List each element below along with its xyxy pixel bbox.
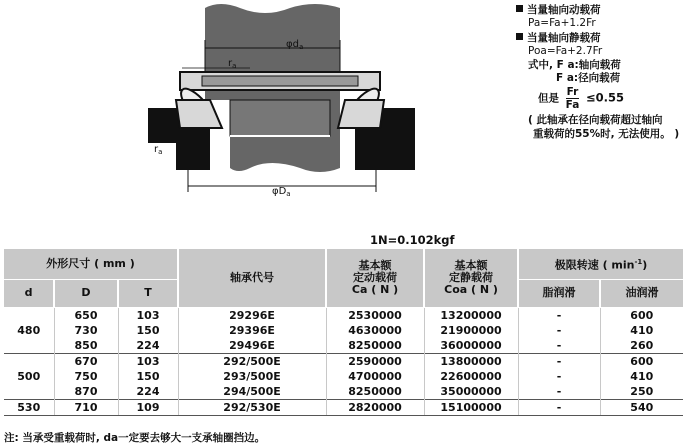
cell-grease: - (518, 338, 600, 354)
where-axial: 式中, F a:轴向载荷 (528, 59, 621, 71)
table-row (4, 399, 683, 415)
cell-coa: 21900000 (424, 323, 518, 338)
static-load-title: 当量轴向静载荷 (516, 32, 601, 45)
static-load-formula: Poa=Fa+2.7Fr (528, 45, 603, 57)
cell-oil: 410 (600, 323, 683, 338)
cell-grease: - (518, 399, 600, 415)
header-d: d (4, 279, 54, 307)
header-bearing-code: 轴承代号 (178, 249, 326, 307)
cell-coa: 36000000 (424, 338, 518, 354)
table-row (4, 307, 683, 323)
cell-code: 292/500E (178, 353, 326, 369)
table-row (4, 338, 683, 354)
cell-d: 870 (54, 384, 118, 400)
cell-ca: 8250000 (326, 338, 424, 354)
dynamic-load-formula: Pa=Fa+1.2Fr (528, 17, 596, 29)
where-radial: F a:径向载荷 (556, 72, 621, 84)
cell-code: 294/500E (178, 384, 326, 400)
cell-grease: - (518, 323, 600, 338)
bullet-square-icon (516, 5, 523, 12)
label-ra-side: $r_a$ (154, 144, 163, 156)
cell-ca: 2530000 (326, 307, 424, 323)
cell-d: 650 (54, 307, 118, 323)
cell-code: 293/500E (178, 369, 326, 384)
bullet-square-icon (516, 33, 523, 40)
fraction-numerator: Fr (566, 86, 579, 98)
remark-line-2: 重载荷的55%时, 无法使用。 ) (533, 128, 680, 140)
cell-oil: 540 (600, 399, 683, 415)
table-row (4, 353, 683, 369)
cell-coa: 15100000 (424, 399, 518, 415)
cell-ca: 2590000 (326, 353, 424, 369)
cell-oil: 410 (600, 369, 683, 384)
cell-t: 150 (118, 323, 178, 338)
cell-t: 224 (118, 384, 178, 400)
cell-t: 224 (118, 338, 178, 354)
housing-washer-right (338, 100, 384, 128)
cell-ca: 8250000 (326, 384, 424, 400)
table-row (4, 323, 683, 338)
header-D: D (54, 279, 118, 307)
table-row (4, 384, 683, 400)
header-grease: 脂润滑 (518, 279, 600, 307)
fraction-denominator: Fa (565, 99, 580, 111)
header-static-load: 基本额 定静载荷 Coa ( N ) (424, 249, 518, 307)
cell-coa: 13200000 (424, 307, 518, 323)
cell-t: 150 (118, 369, 178, 384)
cell-d: 710 (54, 399, 118, 415)
header-oil: 油润滑 (600, 279, 683, 307)
cell-oil: 600 (600, 307, 683, 323)
cell-t: 109 (118, 399, 178, 415)
header-dynamic-load: 基本额 定动载荷 Ca ( N ) (326, 249, 424, 307)
cell-ca: 4700000 (326, 369, 424, 384)
label-da: $\varphi d_a$ (286, 39, 304, 51)
unit-conversion-note: 1N=0.102kgf (370, 233, 455, 247)
header-speed-limit: 极限转速 ( $\min^{-1}$) (518, 249, 683, 279)
cell-d: 730 (54, 323, 118, 338)
cell-coa: 22600000 (424, 369, 518, 384)
cell-grease: - (518, 369, 600, 384)
table-row (4, 369, 683, 384)
cell-d: 480 (4, 307, 54, 353)
cell-d: 670 (54, 353, 118, 369)
cell-t: 103 (118, 353, 178, 369)
header-dimensions: 外形尺寸 ( mm ) (4, 249, 178, 279)
condition: 但是 $\frac{Fr}{Fa}$ ≤0.55 (538, 86, 624, 111)
footnote: 注: 当承受重载荷时, da一定要去够大一支承轴圈挡边。 (4, 432, 266, 444)
cell-code: 29396E (178, 323, 326, 338)
cell-oil: 250 (600, 384, 683, 400)
remark-line-1: ( 此轴承在径向载荷超过轴向 (528, 114, 663, 126)
cell-oil: 600 (600, 353, 683, 369)
cell-oil: 260 (600, 338, 683, 354)
cell-d: 530 (4, 399, 54, 415)
header-T: T (118, 279, 178, 307)
cell-d: 750 (54, 369, 118, 384)
housing-washer-left (176, 100, 222, 128)
cell-coa: 13800000 (424, 353, 518, 369)
cell-t: 103 (118, 307, 178, 323)
cell-code: 292/530E (178, 399, 326, 415)
cell-d: 500 (4, 353, 54, 399)
cell-grease: - (518, 307, 600, 323)
cell-code: 29296E (178, 307, 326, 323)
cell-ca: 4630000 (326, 323, 424, 338)
cell-ca: 2820000 (326, 399, 424, 415)
cell-d: 850 (54, 338, 118, 354)
bearing-spec-table (4, 249, 683, 416)
cell-grease: - (518, 353, 600, 369)
label-ra-top: $r_a$ (228, 58, 237, 70)
cell-code: 29496E (178, 338, 326, 354)
bearing-cross-section-drawing (140, 0, 440, 210)
cell-coa: 35000000 (424, 384, 518, 400)
dynamic-load-title: 当量轴向动载荷 (516, 4, 601, 17)
label-Da: $\varphi D_a$ (272, 186, 291, 198)
cell-grease: - (518, 384, 600, 400)
